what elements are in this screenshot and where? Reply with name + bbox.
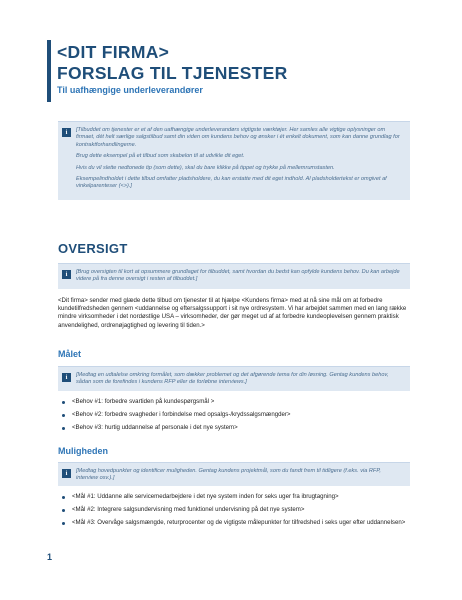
list-item-text: <Behov #3: hurtig uddannelse af personale i det nye system> [72,424,238,432]
bullet-icon [62,414,65,417]
list-item [60,506,410,514]
maalet-tip-text: [Medtag en udtalelse omkring formålet, som dækker problemet og det afgørende tema for din løsning. Gentag kundens behov, sådan som de forefindes i kundens RFP eller de forløbne interviews.] [76,372,389,386]
section-heading-oversigt: OVERSIGT [58,241,128,256]
tip-paragraph: [Tilbuddet om tjenester er et af den uafhængige underleverandørs vigtigste værktøjer. Her samles alle vigtige oplysninger om firmaet, dét helt særlige salgstilbud samt din viden om kundens behov og ønsker i ét enkelt dokument, som kan danne grundlag for kontraktforhandlingerne. [76,127,400,148]
list-item-text: <Mål #3: Overvåge salgsmængde, returprocenter og de vigtigste målepunkter for tilfredshed i seks uger efter uddannelsen> [72,519,406,527]
maalet-list [60,398,410,438]
list-item [60,493,410,501]
list-item [60,411,410,419]
list-item [60,424,410,432]
bullet-icon [62,522,65,525]
list-item [60,398,410,406]
document-title: FORSLAG TIL TJENESTER [57,63,288,83]
info-icon: i [62,373,71,382]
list-item-text: <Mål #2: Integrere salgsundervisning med funktionel undervisning på det nye system> [72,506,305,514]
bullet-icon [62,509,65,512]
section-heading-muligheden: Muligheden [58,446,108,456]
tip-paragraph: Brug dette eksempel på et tilbud som skabelon til at udvikle dit eget. [76,153,245,160]
info-icon: i [62,469,71,478]
oversigt-tip-box[interactable] [58,263,410,289]
list-item-text: <Mål #1: Uddanne alle servicemedarbejdere i det nye system inden for seks uger fra ibrugtagning> [72,493,339,500]
tip-paragraph: Eksempelindholdet i dette tilbud omfatter pladsholdere, du kan erstatte med dit eget indhold. Al pladsholdertekst er omgivet af vinkelparenteser (<>).] [76,176,387,190]
tip-paragraph: Hvis du vil slette nedtonede tip (som dette), skal du bare klikke på tippet og trykke på mellemrumstasten. [76,164,335,171]
bullet-icon [62,496,65,499]
muligheden-list [60,493,410,533]
oversigt-body: <Dit firma> sender med glæde dette tilbud om tjenester til at hjælpe <Kundens firma> med at nå sine mål om at forbedre kundetilfredsheden gennem <uddannelse og eftersalgssupport i sit nye ordresystem. Vi har arbejdet sammen med en lang række mindre virksomheder i det nordøstlige USA – virksomheder, der gør meget ud af at forbedre kundeoplevelsen gennem praktisk anvendelighed, ordrenøjagtighed og levering til tiden.> [58,297,407,329]
muligheden-tip-box[interactable] [58,462,410,486]
section-heading-maalet: Målet [58,349,82,359]
page-number: 1 [47,552,53,562]
oversigt-tip-text: [Brug oversigten til kort at opsummere grundlaget for tilbuddet, samt hvordan du bedst kan opfylde kundens behov. Du kan arbejde videre på fra denne oversigt i resten af tilbuddet.] [76,269,400,283]
list-item [60,519,410,527]
info-icon: i [62,270,71,279]
bullet-icon [62,401,65,404]
muligheden-tip-text: [Medtag hovedpunkter og identificer muligheden. Gentag kundens projektmål, som du fandt frem til tidligere (f.eks. via RFP, interview osv.).] [76,468,381,482]
document-subtitle: Til uafhængige underleverandører [57,85,203,95]
info-icon: i [62,128,71,137]
list-item-text: <Behov #1: forbedre svartiden på kundespørgsmål > [72,398,215,405]
maalet-tip-box[interactable] [58,366,410,391]
company-name: <DIT FIRMA> [57,42,170,62]
intro-tip-box[interactable] [58,121,410,200]
bullet-icon [62,427,65,430]
header-accent-bar [47,40,51,102]
list-item-text: <Behov #2: forbedre svagheder i forbindelse med opsalgs-/krydssalgsmængder> [72,411,291,419]
intro-tip-text [76,127,402,195]
